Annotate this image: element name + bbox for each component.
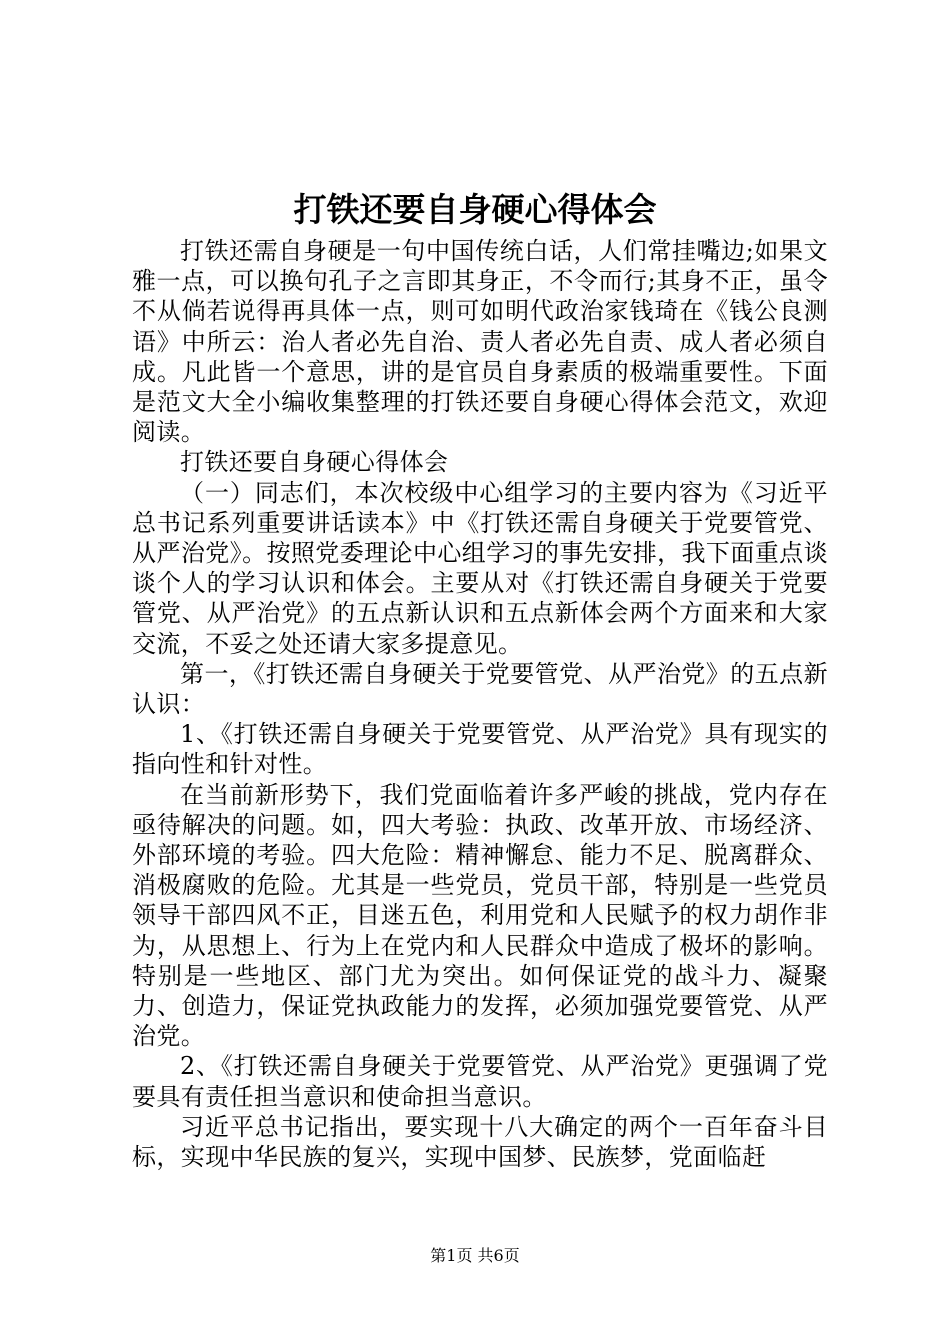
page-footer: 第1页 共6页 bbox=[430, 1246, 520, 1265]
paragraph-intro: 打铁还需自身硬是一句中国传统白话，人们常挂嘴边;如果文雅一点，可以换句孔子之言即其身正，不令而行;其身不正，虽令不从倘若说得再具体一点，则可如明代政治家钱琦在《钱公良测语》中所云：治人者必先自治、责人者必先自责、成人者必须自成。凡此皆一个意思，讲的是官员自身素质的极端重要性。下面是范文大全小编收集整理的打铁还要自身硬心得体会范文，欢迎阅读。 bbox=[132, 237, 828, 447]
paragraph-subtitle: 打铁还要自身硬心得体会 bbox=[180, 448, 449, 477]
paragraph-section-one: （一）同志们，本次校级中心组学习的主要内容为《习近平总书记系列重要讲话读本》中《打铁还需自身硬关于党要管党、从严治党》。按照党委理论中心组学习的事先安排，我下面重点谈谈个人的学习认识和体会。主要从对《打铁还需自身硬关于党要管党、从严治党》的五点新认识和五点新体会两个方面来和大家交流，不妥之处还请大家多提意见。 bbox=[132, 478, 828, 658]
paragraph-first-point-heading: 第一，《打铁还需自身硬关于党要管党、从严治党》的五点新认识： bbox=[132, 659, 828, 719]
paragraph-item-1-detail: 在当前新形势下，我们党面临着许多严峻的挑战，党内存在亟待解决的问题。如，四大考验：执政、改革开放、市场经济、外部环境的考验。四大危险：精神懈怠、能力不足、脱离群众、消极腐败的危险。尤其是一些党员，党员干部，特别是一些党员领导干部四风不正，目迷五色，利用党和人民赋予的权力胡作非为，从思想上、行为上在党内和人民群众中造成了极坏的影响。特别是一些地区、部门尤为突出。如何保证党的战斗力、凝聚力、创造力，保证党执政能力的发挥，必须加强党要管党、从严治党。 bbox=[132, 780, 828, 1051]
document-title: 打铁还要自身硬心得体会 bbox=[293, 190, 657, 229]
paragraph-item-2-detail: 习近平总书记指出，要实现十八大确定的两个一百年奋斗目标，实现中华民族的复兴，实现中国梦、民族梦，党面临赶 bbox=[132, 1112, 828, 1172]
document-body bbox=[132, 236, 828, 1172]
paragraph-item-1: 1、《打铁还需自身硬关于党要管党、从严治党》具有现实的指向性和针对性。 bbox=[132, 720, 828, 779]
paragraph-item-2: 2、《打铁还需自身硬关于党要管党、从严治党》更强调了党要具有责任担当意识和使命担当意识。 bbox=[132, 1052, 828, 1111]
